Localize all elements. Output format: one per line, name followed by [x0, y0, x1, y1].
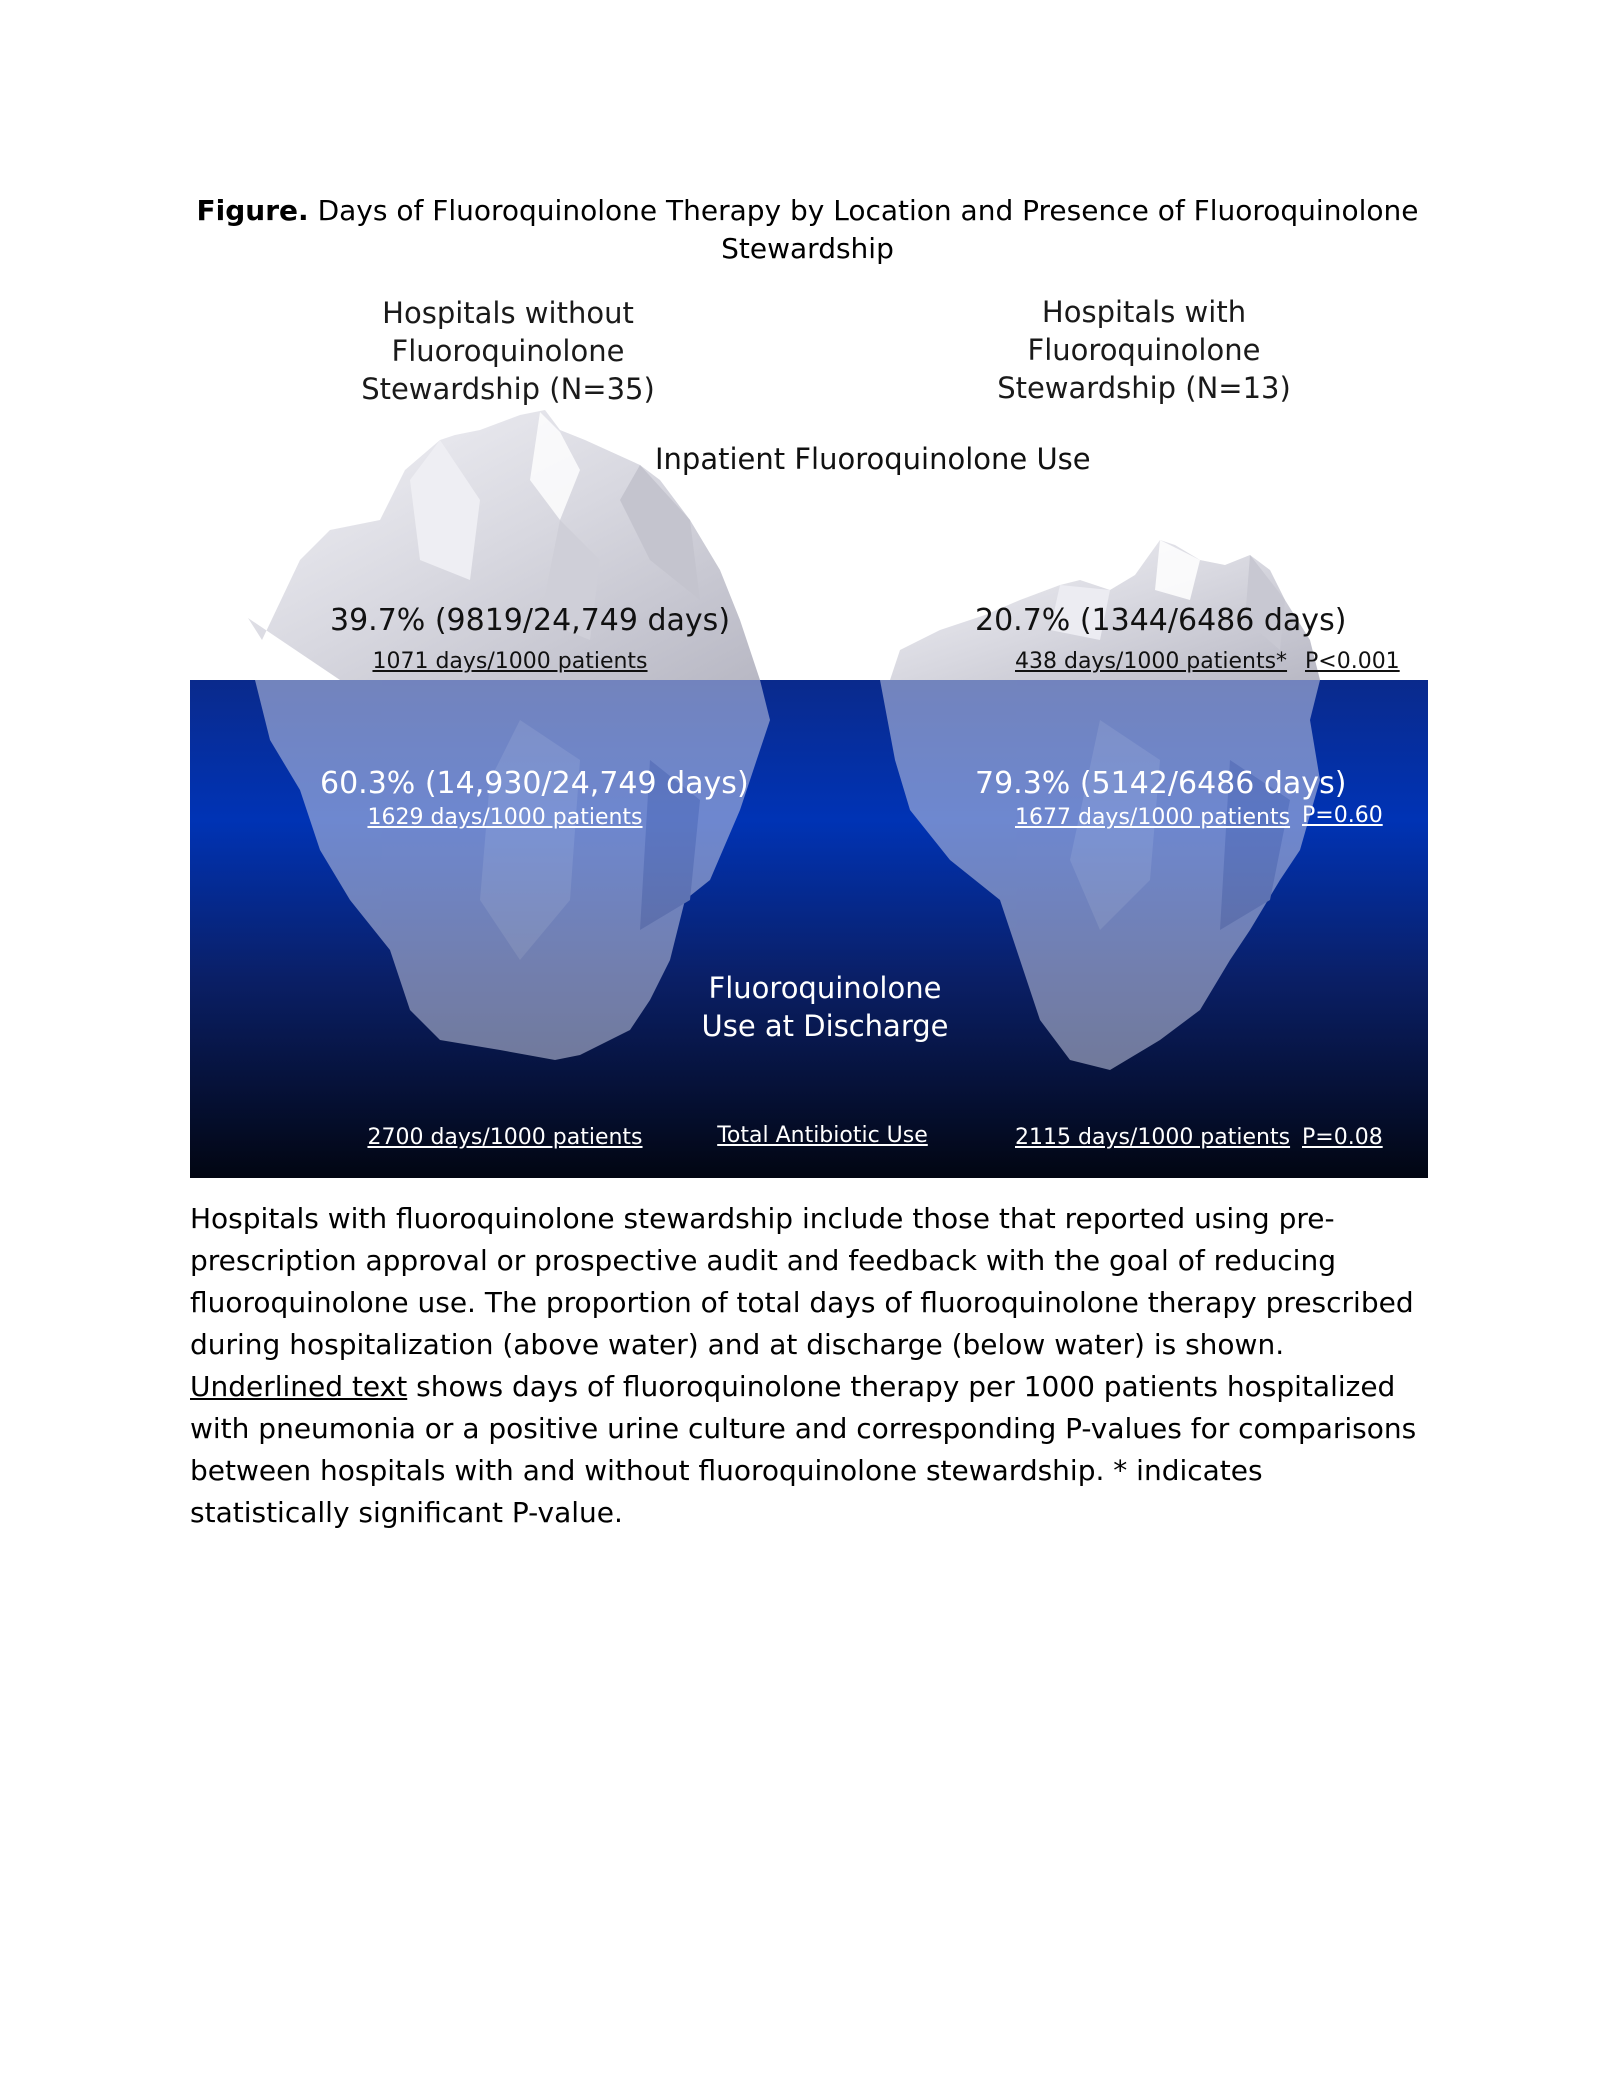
- with-discharge-rate: 1677 days/1000 patients: [1015, 805, 1291, 830]
- discharge-label: Fluoroquinolone Use at Discharge: [701, 971, 949, 1043]
- without-inpatient-pct: 39.7% (9819/24,749 days): [330, 603, 731, 638]
- total-antibiotic-label: Total Antibiotic Use: [717, 1123, 928, 1148]
- figure-title-text: Days of Fluoroquinolone Therapy by Location and Presence of Fluoroquinolone Stewardship: [317, 194, 1419, 265]
- caption-underlined-text: Underlined text: [190, 1370, 408, 1403]
- without-total-rate: 2700 days/1000 patients: [367, 1125, 643, 1150]
- without-discharge-rate: 1629 days/1000 patients: [367, 805, 643, 830]
- figure-caption: [190, 1198, 1430, 1534]
- inpatient-p-value: P<0.001: [1305, 649, 1400, 674]
- total-p-value: P=0.08: [1302, 1125, 1383, 1150]
- caption-part-1: Hospitals with fluoroquinolone stewardship include those that reported using pre-prescription approval or prospective audit and feedback with the goal of reducing fluoroquinolone use. The proportion of total days of fluoroquinolone therapy prescribed during hospitalization (above water) and at discharge (below water) is shown.: [190, 1202, 1414, 1361]
- heading-with-stewardship: Hospitals with Fluoroquinolone Stewardship (N=13): [997, 295, 1291, 405]
- without-discharge-pct: 60.3% (14,930/24,749 days): [320, 766, 749, 801]
- inpatient-label: Inpatient Fluoroquinolone Use: [655, 442, 1091, 476]
- without-inpatient-rate: 1071 days/1000 patients: [372, 649, 648, 674]
- with-inpatient-pct: 20.7% (1344/6486 days): [975, 603, 1347, 638]
- with-inpatient-rate: 438 days/1000 patients*: [1015, 649, 1288, 674]
- figure-label: Figure.: [196, 194, 309, 227]
- discharge-p-value: P=0.60: [1302, 803, 1383, 828]
- with-discharge-pct: 79.3% (5142/6486 days): [975, 766, 1347, 801]
- caption-part-2: shows days of fluoroquinolone therapy per 1000 patients hospitalized with pneumonia or a positive urine culture and corresponding P-values for comparisons between hospitals with and without fluoroquinolone stewardship. * indicates statistically significant P-value.: [190, 1370, 1417, 1529]
- with-total-rate: 2115 days/1000 patients: [1015, 1125, 1291, 1150]
- heading-without-stewardship: Hospitals without Fluoroquinolone Stewardship (N=35): [361, 296, 655, 406]
